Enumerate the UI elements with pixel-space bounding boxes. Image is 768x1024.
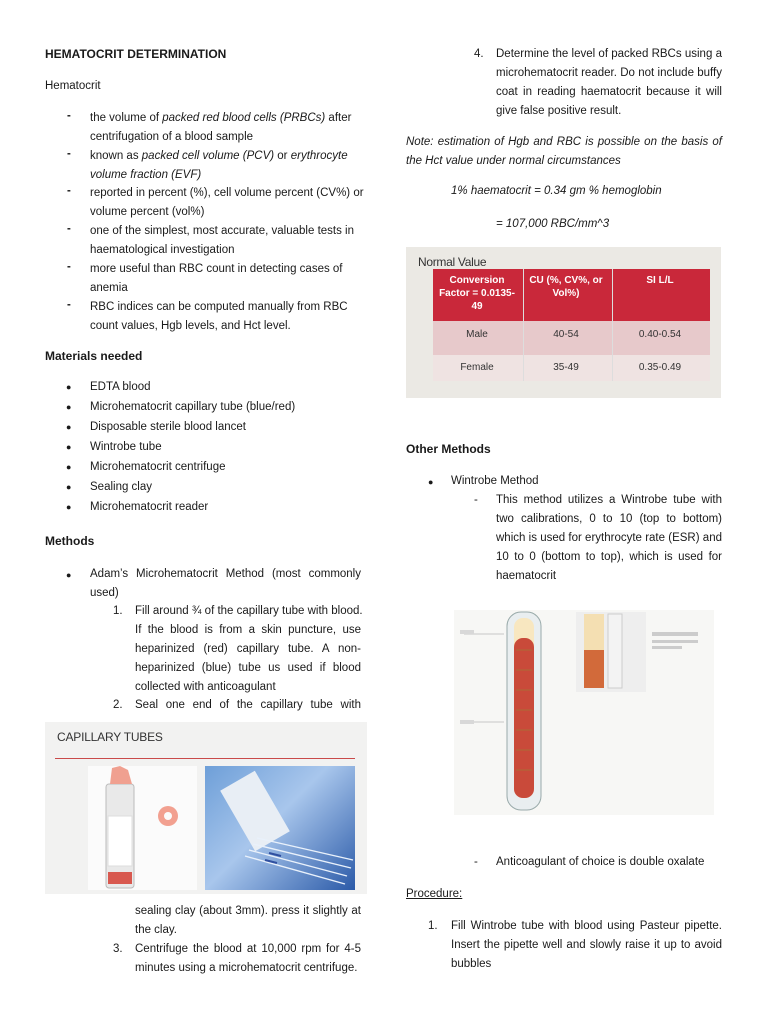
dash-bullet: -	[474, 856, 478, 868]
table-caption: Normal Value	[418, 255, 487, 269]
definition-item: RBC indices can be computed manually from RBC	[90, 301, 348, 313]
table-cell: 40-54	[553, 329, 579, 340]
formula-rbc: = 107,000 RBC/mm^3	[496, 218, 610, 230]
definition-item-cont: volume percent (vol%)	[90, 206, 205, 218]
other-methods-heading: Other Methods	[406, 442, 491, 456]
step-number: 4.	[474, 48, 484, 60]
table-cell: 35-49	[553, 362, 579, 373]
dash-bullet: -	[67, 261, 71, 273]
step-number: 3.	[113, 943, 123, 955]
dash-bullet: -	[67, 223, 71, 235]
table-divider	[523, 269, 524, 381]
materials-item: Microhematocrit centrifuge	[90, 461, 226, 473]
table-header: SI L/L	[646, 275, 674, 286]
table-header: CU (%, CV%, or Vol%)	[529, 275, 603, 299]
step-line: Fill around ¾ of the capillary tube with blood.	[135, 605, 363, 617]
step-line: heparinized (red) capillary tube. A non-	[135, 643, 361, 655]
desc-line: which is used for erythrocyte rate (ESR) and	[496, 532, 722, 544]
step-line: Determine the level of packed RBCs using a	[496, 48, 722, 60]
note-text-cont: the Hct value under normal circumstances	[406, 155, 621, 167]
bullet-dot: ●	[66, 462, 72, 472]
definition-item: one of the simplest, most accurate, valuable tests in	[90, 225, 354, 237]
step-number: 1.	[113, 605, 123, 617]
step-line: coat in reading haematocrit because it will	[496, 86, 722, 98]
bullet-dot: ●	[428, 477, 434, 487]
definition-item-cont: anemia	[90, 282, 128, 294]
desc-line: haematocrit	[496, 570, 557, 582]
glass-tubes-icon	[205, 766, 355, 890]
materials-item: Wintrobe tube	[90, 441, 162, 453]
definition-item-cont: haematological investigation	[90, 244, 235, 256]
dash-bullet: -	[474, 494, 478, 506]
step-line: sealing clay (about 3mm). press it slightly at	[135, 905, 361, 917]
adam-method-title-cont: used)	[90, 587, 119, 599]
step-line: If the blood is from a skin puncture, use	[135, 624, 361, 636]
step-line: heparinized (blue) tube us used if blood	[135, 662, 361, 674]
table-cell: Male	[466, 329, 488, 340]
wintrobe-method-title: Wintrobe Method	[451, 475, 539, 487]
table-header: Conversion Factor = 0.0135-49	[439, 275, 515, 312]
bullet-dot: ●	[66, 402, 72, 412]
step-line: collected with anticoagulant	[135, 681, 276, 693]
definition-item: reported in percent (%), cell volume percent (CV%) or	[90, 187, 364, 199]
materials-item: Microhematocrit reader	[90, 501, 209, 513]
adam-method-title: Adam’s Microhematocrit Method (most commonly	[90, 568, 361, 580]
procedure-heading: Procedure:	[406, 888, 463, 900]
normal-value-table	[406, 247, 721, 398]
step-number: 2.	[113, 699, 123, 711]
bullet-dot: ●	[66, 502, 72, 512]
definition-item: the volume of packed red blood cells (PRBCs) after	[90, 112, 352, 124]
definition-item: more useful than RBC count in detecting cases of	[90, 263, 343, 275]
step-number: 1.	[428, 920, 438, 932]
desc-line: 10 to 0 (bottom to top), which is used for	[496, 551, 722, 563]
definition-item-cont: centrifugation of a blood sample	[90, 131, 254, 143]
vial-photo	[88, 766, 197, 890]
table-cell: 0.40-0.54	[638, 329, 682, 340]
step-line: give false positive result.	[496, 105, 622, 117]
methods-heading: Methods	[45, 534, 95, 548]
table-divider	[612, 269, 613, 381]
bullet-dot: ●	[66, 482, 72, 492]
dash-bullet: -	[67, 185, 71, 197]
anticoagulant-note: Anticoagulant of choice is double oxalate	[496, 856, 705, 868]
vial-icon	[88, 766, 197, 890]
tubes-photo	[205, 766, 355, 890]
materials-item: EDTA blood	[90, 381, 151, 393]
dash-bullet: -	[67, 299, 71, 311]
note-text: Note: estimation of Hgb and RBC is possible on the basis of	[406, 136, 722, 148]
definition-item-cont: count values, Hgb levels, and Hct level.	[90, 320, 291, 332]
materials-item: Microhematocrit capillary tube (blue/red)	[90, 401, 296, 413]
wintrobe-tube-image	[454, 610, 714, 815]
step-line: the clay.	[135, 924, 177, 936]
materials-item: Sealing clay	[90, 481, 153, 493]
procedure-line: bubbles	[451, 958, 492, 970]
bullet-dot: ●	[66, 442, 72, 452]
step-line: Seal one end of the capillary tube with	[135, 699, 361, 711]
procedure-line: Fill Wintrobe tube with blood using Pasteur pipette.	[451, 920, 722, 932]
definition-item: known as packed cell volume (PCV) or erythrocyte	[90, 150, 348, 162]
definition-item-cont: volume fraction (EVF)	[90, 169, 202, 181]
section-subtitle-hematocrit: Hematocrit	[45, 80, 101, 92]
wintrobe-tube-icon	[454, 610, 714, 815]
dash-bullet: -	[67, 148, 71, 160]
table-cell: 0.35-0.49	[638, 362, 682, 373]
step-line: minutes using a microhematocrit centrifuge.	[135, 962, 358, 974]
step-line: Centrifuge the blood at 10,000 rpm for 4-5	[135, 943, 361, 955]
table-cell: Female	[460, 362, 494, 373]
procedure-line: Insert the pipette well and slowly raise it up to avoid	[451, 939, 722, 951]
capillary-tubes-image	[45, 722, 367, 894]
capillary-image-title: CAPILLARY TUBES	[57, 730, 163, 744]
page-title: HEMATOCRIT DETERMINATION	[45, 47, 227, 61]
desc-line: This method utilizes a Wintrobe tube with	[496, 494, 722, 506]
image-divider	[55, 758, 355, 759]
step-line: microhematocrit reader. Do not include buffy	[496, 67, 722, 79]
materials-item: Disposable sterile blood lancet	[90, 421, 246, 433]
materials-heading: Materials needed	[45, 349, 143, 363]
desc-line: two calibrations, 0 to 10 (top to bottom)	[496, 513, 722, 525]
bullet-dot: ●	[66, 382, 72, 392]
bullet-dot: ●	[66, 570, 72, 580]
bullet-dot: ●	[66, 422, 72, 432]
dash-bullet: -	[67, 110, 71, 122]
formula-hemoglobin: 1% haematocrit = 0.34 gm % hemoglobin	[451, 185, 662, 197]
